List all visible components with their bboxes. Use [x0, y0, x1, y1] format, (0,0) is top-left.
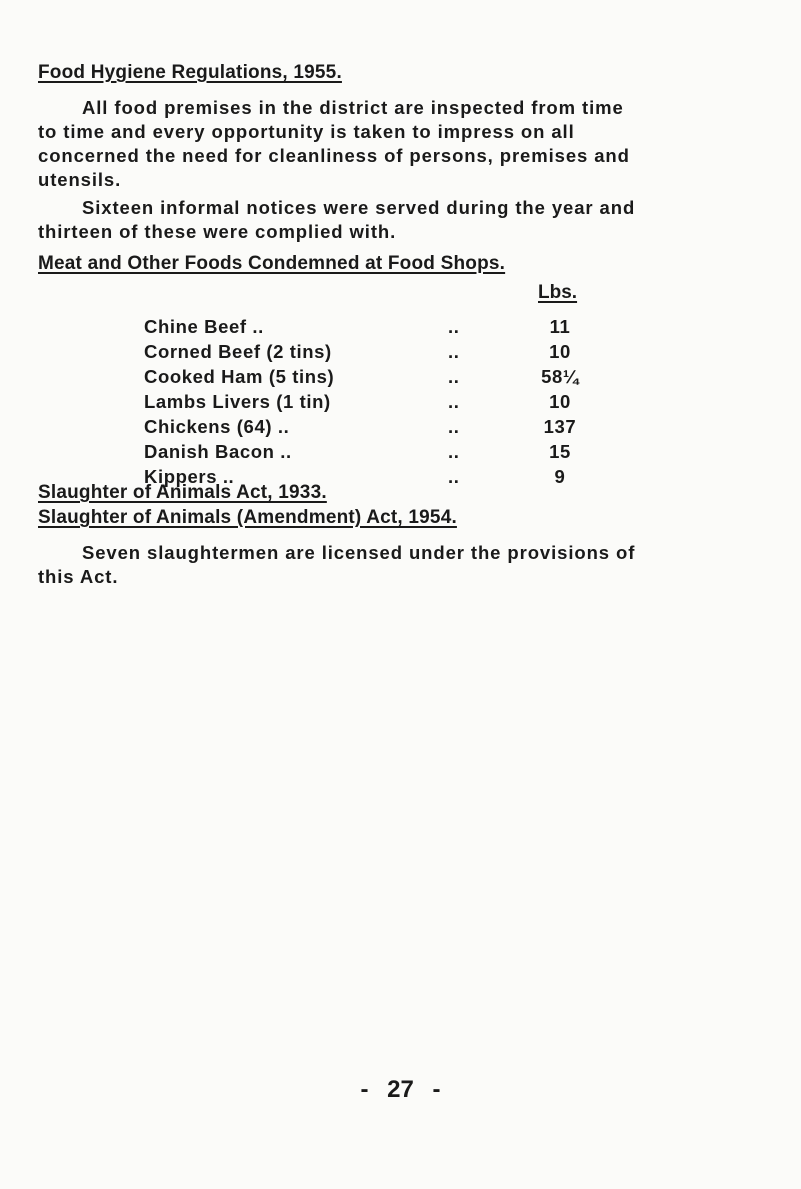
slaughter-paragraph: Seven slaughtermen are licensed under the provisions of this Act. [38, 542, 636, 587]
table-row [144, 416, 624, 440]
food-hygiene-paragraph-1: All food premises in the district are inspected from time to time and every opportunity is taken to impress on all concerned the need for cleanliness of persons, premises and utensils. [38, 97, 630, 190]
food-item: Kippers .. [144, 466, 235, 487]
lbs-column-header: Lbs. [538, 282, 578, 303]
leader-dots: .. [448, 341, 460, 362]
leader-dots: .. [448, 366, 460, 387]
food-weight: 9 [554, 466, 566, 487]
leader-dots: .. [448, 316, 460, 337]
food-hygiene-paragraph-2: Sixteen informal notices were served during the year and thirteen of these were complied with. [38, 197, 636, 242]
slaughter-amendment-heading: Slaughter of Animals (Amendment) Act, 1954. [38, 507, 457, 528]
food-weight: 11 [549, 316, 571, 337]
table-row [144, 441, 624, 465]
food-item: Chickens (64) .. [144, 416, 290, 437]
leader-dots: .. [448, 466, 460, 487]
table-row [144, 366, 624, 390]
table-row [144, 341, 624, 365]
food-weight: 58¼ [541, 366, 579, 387]
food-weight: 15 [549, 441, 571, 462]
food-item: Corned Beef (2 tins) [144, 341, 332, 362]
table-row [144, 316, 624, 340]
food-item: Lambs Livers (1 tin) [144, 391, 331, 412]
food-hygiene-heading: Food Hygiene Regulations, 1955. [38, 62, 342, 83]
food-weight: 137 [543, 416, 577, 437]
meat-condemned-heading: Meat and Other Foods Condemned at Food Shops. [38, 253, 506, 274]
food-item: Danish Bacon .. [144, 441, 292, 462]
food-weight: 10 [549, 391, 571, 412]
slaughter-act-heading: Slaughter of Animals Act, 1933. [38, 482, 327, 503]
leader-dots: .. [448, 416, 460, 437]
page-number: - 27 - [360, 1076, 441, 1103]
leader-dots: .. [448, 391, 460, 412]
table-row [144, 391, 624, 415]
food-item: Cooked Ham (5 tins) [144, 366, 335, 387]
food-weight: 10 [549, 341, 571, 362]
food-item: Chine Beef .. [144, 316, 264, 337]
leader-dots: .. [448, 441, 460, 462]
